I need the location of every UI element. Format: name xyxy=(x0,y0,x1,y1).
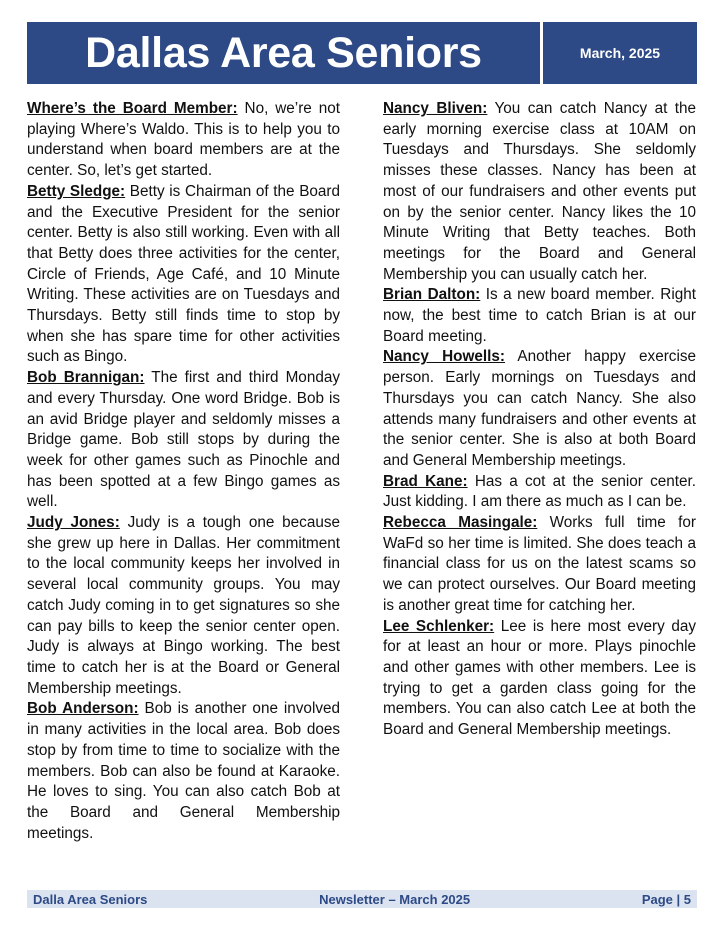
entry-body: Another happy exercise person. Early mornings on Tuesdays and Thursdays you can catch Nancy. She also attends many fundraisers and other events at the senior center. She is also at both Board and General Membership meetings. xyxy=(383,348,696,469)
left-column xyxy=(27,99,340,844)
article-entry xyxy=(27,513,340,699)
entry-body: Betty is Chairman of the Board and the Executive President for the senior center. Betty is also still working. Even with all that Betty does three activities for the center, Circle of Friends, Age Café, and 10 Minute Writing. These activities are on Tuesdays and Thursdays. Betty still finds time to stop by when she has spare time for other activities such as Bingo. xyxy=(27,182,341,366)
entry-body: The first and third Monday and every Thursday. One word Bridge. Bob is an avid Bridge player and seldomly misses a Bridge game. Bob still stops by during the week for other games such as Pinochle and has been spotted at a few Bingo games as well. xyxy=(27,369,340,511)
footer-issue: Newsletter – March 2025 xyxy=(319,891,471,907)
right-column xyxy=(383,99,696,741)
issue-date: March, 2025 xyxy=(579,45,661,61)
article-entry xyxy=(383,99,696,285)
article-entry xyxy=(27,99,340,182)
article-entry xyxy=(383,617,696,741)
entry-body: Lee is here most every day for at least an hour or more. Plays pinochle and other games with other members. Lee is trying to get a garden class going for the members. You can also catch Lee at both the Board and General Membership meetings. xyxy=(383,617,697,739)
article-entry xyxy=(27,368,340,513)
article-entry xyxy=(383,513,696,617)
entry-heading: Where’s the Board Member: xyxy=(27,100,238,117)
entry-body: You can catch Nancy at the early morning exercise class at 10AM on Tuesdays and Thursdays. She seldomly misses these classes. Nancy has been at most of our fundraisers and other events put on by the senior center. Nancy likes the 10 Minute Writing that Betty teaches. Both meetings for the Board and General Membership you can usually catch her. xyxy=(383,100,697,283)
entry-heading: Judy Jones: xyxy=(27,514,120,532)
entry-heading: Rebecca Masingale: xyxy=(383,514,538,532)
entry-heading: Brian Dalton: xyxy=(383,286,481,304)
entry-heading: Bob Anderson: xyxy=(27,700,139,718)
masthead xyxy=(27,22,697,84)
entry-body: Has a cot at the senior center. Just kidding. I am there as much as I can be. xyxy=(383,472,696,511)
page-footer xyxy=(27,890,697,908)
footer-publication: Dalla Area Seniors xyxy=(33,891,148,907)
entry-heading: Nancy Bliven: xyxy=(383,100,488,117)
entry-body: Is a new board member. Right now, the best time to catch Brian is at our Board meeting. xyxy=(383,286,696,345)
entry-heading: Betty Sledge: xyxy=(27,182,126,200)
entry-body: Works full time for WaFd so her time is limited. She does teach a financial class for us on the latest scams so we can protect ourselves. Our Board meeting is another great time for catching her. xyxy=(383,514,696,614)
entry-body: No, we’re not playing Where’s Waldo. This is to help you to understand when board members are at the center. So, let’s get started. xyxy=(27,100,340,180)
article-entry xyxy=(383,347,696,471)
article-entry xyxy=(27,699,340,844)
article-entry xyxy=(27,182,340,368)
entry-heading: Nancy Howells: xyxy=(383,348,506,366)
entry-heading: Lee Schlenker: xyxy=(383,617,495,635)
entry-heading: Bob Brannigan: xyxy=(27,369,145,387)
page-number: Page | 5 xyxy=(641,891,691,907)
entry-body: Judy is a tough one because she grew up here in Dallas. Her commitment to the local community keeps her involved in several local community groups. You may catch Judy coming in to get signatures so she can pay bills to keep the senior center open. Judy is always at Bingo working. The best time to catch her is at the Board or General Membership meetings. xyxy=(27,514,340,697)
newsletter-title: Dallas Area Seniors xyxy=(85,28,482,77)
entry-body: Bob is another one involved in many activities in the local area. Bob does stop by from time to time to socialize with the members. Bob can also be found at Karaoke. He loves to sing. You can also catch Bob at the Board and General Membership meetings. xyxy=(27,700,341,842)
article-entry xyxy=(383,285,696,347)
entry-heading: Brad Kane: xyxy=(383,472,468,490)
article-entry xyxy=(383,472,696,513)
